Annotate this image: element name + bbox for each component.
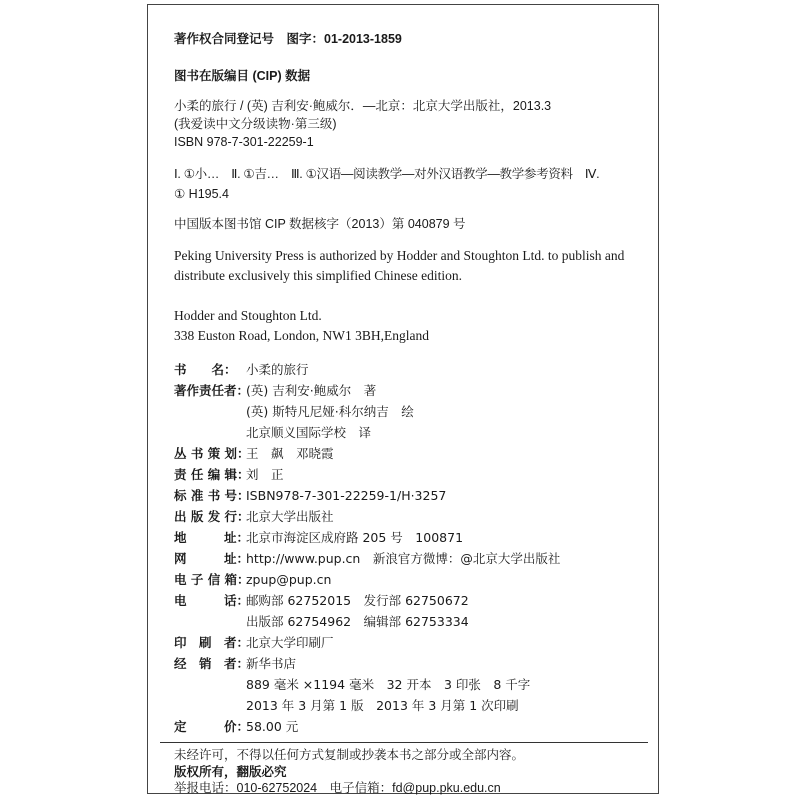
email-row [174, 572, 331, 588]
printer-value: 北京大学印刷厂 [246, 635, 334, 650]
edition-value: 2013 年 3 月第 1 版 2013 年 3 月第 1 次印刷 [246, 698, 519, 713]
english-paragraph-2: distribute exclusively this simplified Chinese edition. [174, 268, 462, 283]
cip-title: 图书在版编目 (CIP) 数据 [174, 69, 311, 83]
printer-label: 印 刷 者： [174, 635, 250, 650]
price-row [174, 719, 298, 735]
cip-isbn: ISBN 978-7-301-22259-1 [174, 135, 314, 149]
phone-row [174, 593, 469, 609]
translator-value: 北京顺义国际学校 译 [246, 425, 372, 440]
divider [160, 742, 648, 743]
author-label: 著作责任者： [174, 383, 250, 398]
copyright-page [147, 4, 659, 794]
translator-row [174, 425, 371, 441]
rights-reserved: 版权所有，翻版必究 [174, 765, 287, 779]
cip-line-1: 小柔的旅行 / (英) 吉利安·鲍威尔．—北京：北京大学出版社，2013.3 [174, 99, 552, 113]
format-value: 889 毫米 ×1194 毫米 32 开本 3 印张 8 千字 [246, 677, 531, 692]
editor-row [174, 467, 284, 483]
address-label: 地 址： [174, 530, 250, 545]
email-label: 电 子 信 箱： [174, 572, 250, 587]
distributor-value: 北京大学出版社 [246, 509, 334, 524]
seller-row [174, 656, 296, 672]
price-label: 定 价： [174, 719, 250, 734]
phone-value-1: 邮购部 62752015 发行部 62750672 [246, 593, 469, 608]
address-value: 北京市海淀区成府路 205 号 100871 [246, 530, 464, 545]
cip-line-2: (我爱读中文分级读物·第三级) [174, 117, 337, 131]
edition-row [174, 698, 519, 714]
website-label: 网 址： [174, 551, 250, 566]
standard-number-label: 标 准 书 号： [174, 488, 250, 503]
illustrator-value: (英) 斯特凡尼娅·科尔纳吉 绘 [246, 404, 414, 419]
phone-label: 电 话： [174, 593, 250, 608]
seller-value: 新华书店 [246, 656, 297, 671]
standard-number-value: ISBN978-7-301-22259-1/H·3257 [246, 488, 447, 503]
book-title-value: 小柔的旅行 [246, 362, 309, 377]
seller-label: 经 销 者： [174, 656, 250, 671]
website-row [174, 551, 560, 567]
distributor-row [174, 509, 334, 525]
format-row [174, 677, 530, 693]
editor-label: 责 任 编 辑： [174, 467, 250, 482]
cip-classification-2: ① H195.4 [174, 187, 229, 201]
price-value: 58.00 元 [246, 719, 299, 734]
email-value: zpup@pup.cn [246, 572, 332, 587]
cip-number: 中国版本图书馆 CIP 数据核字（2013）第 040879 号 [174, 217, 466, 231]
standard-number-row [174, 488, 446, 504]
book-title-row [174, 362, 309, 378]
planner-row [174, 446, 334, 462]
author-value: (英) 吉利安·鲍威尔 著 [246, 383, 377, 398]
phone-value-2: 出版部 62754962 编辑部 62753334 [246, 614, 469, 629]
publisher-address: 338 Euston Road, London, NW1 3BH,England [174, 328, 429, 343]
cip-classification-1: Ⅰ. ①小… Ⅱ. ①吉… Ⅲ. ①汉语—阅读教学—对外汉语教学—教学参考资料 Ⅳ. [174, 167, 600, 181]
copyright-registration: 著作权合同登记号 图字：01-2013-1859 [174, 32, 402, 46]
editor-value: 刘 正 [246, 467, 284, 482]
illustrator-row [174, 404, 414, 420]
distributor-label: 出 版 发 行： [174, 509, 250, 524]
author-row [174, 383, 376, 399]
report-contact: 举报电话：010-62752024 电子信箱：fd@pup.pku.edu.cn [174, 781, 501, 795]
phone-row-2 [174, 614, 469, 630]
planner-label: 丛 书 策 划： [174, 446, 250, 461]
english-paragraph-1: Peking University Press is authorized by Hodder and Stoughton Ltd. to publish and [174, 248, 625, 263]
address-row [174, 530, 463, 546]
website-value: http://www.pup.cn 新浪官方微博：@北京大学出版社 [246, 551, 561, 566]
book-title-label: 书 名： [174, 362, 237, 377]
publisher-name: Hodder and Stoughton Ltd. [174, 308, 322, 323]
printer-row [174, 635, 334, 651]
planner-value: 王 飙 邓晓霞 [246, 446, 334, 461]
copyright-notice: 未经许可，不得以任何方式复制或抄袭本书之部分或全部内容。 [174, 748, 525, 762]
